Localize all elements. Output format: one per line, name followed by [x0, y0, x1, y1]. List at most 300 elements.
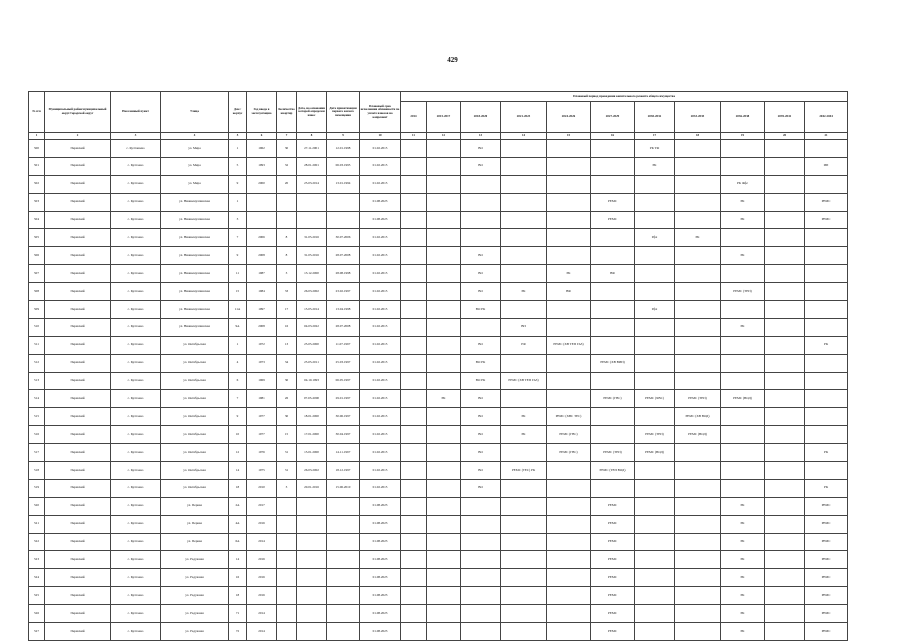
cell-period: [501, 247, 547, 265]
cell-period: [401, 587, 427, 605]
cell-period: [401, 283, 427, 301]
cell-house: 6А: [229, 533, 247, 551]
table-row: [29, 533, 848, 551]
cell-period: ВО: [461, 462, 501, 480]
cell-units: 34: [277, 354, 297, 372]
row-num: 518: [29, 462, 45, 480]
row-num: 512: [29, 354, 45, 372]
cell-period: [765, 569, 805, 587]
cell-priv: [327, 623, 360, 641]
cell-period: [765, 462, 805, 480]
cell-period: [805, 462, 848, 480]
cell-period: РЕМС: [805, 587, 848, 605]
cell-house: 9: [229, 247, 247, 265]
cell-period: ВО: [461, 265, 501, 283]
cell-built: 2016: [247, 515, 277, 533]
table-row: [29, 623, 848, 641]
cell-period: [765, 193, 805, 211]
row-num: 513: [29, 372, 45, 390]
cell-period: [547, 515, 591, 533]
cell-built: 2017: [247, 497, 277, 515]
cell-house: 71: [229, 605, 247, 623]
column-number: 18: [675, 133, 721, 140]
header-period: 2042-2044: [805, 102, 848, 133]
cell-priv: 06.05.1997: [327, 372, 360, 390]
cell-survey: 27.11.2001: [297, 140, 327, 158]
row-num: 514: [29, 390, 45, 408]
cell-deadline: 01.02.2015: [360, 408, 401, 426]
cell-period: [675, 462, 721, 480]
cell-period: [675, 193, 721, 211]
cell-period: [427, 318, 461, 336]
cell-period: ВО: [461, 479, 501, 497]
cell-period: [401, 354, 427, 372]
row-num: 509: [29, 301, 45, 319]
cell-period: [547, 479, 591, 497]
cell-period: [501, 444, 547, 462]
cell-units: 31: [277, 444, 297, 462]
cell-survey: [297, 515, 327, 533]
cell-units: 8: [277, 229, 297, 247]
cell-period: [675, 157, 721, 175]
table-row: [29, 336, 848, 354]
cell-period: ВО: [461, 140, 501, 158]
cell-period: [401, 193, 427, 211]
cell-deadline: 01.02.2015: [360, 462, 401, 480]
cell-period: [427, 175, 461, 193]
row-num: 505: [29, 229, 45, 247]
cell-locality: с. Култаево: [111, 569, 161, 587]
cell-units: [277, 193, 297, 211]
cell-period: [675, 372, 721, 390]
cell-period: РЕМС: [805, 497, 848, 515]
cell-house: 2А: [229, 497, 247, 515]
cell-period: РЕМС (ГВС): [591, 390, 635, 408]
cell-period: Рфх: [635, 229, 675, 247]
cell-period: [461, 497, 501, 515]
cell-survey: [297, 193, 327, 211]
cell-period: [547, 354, 591, 372]
cell-period: [427, 444, 461, 462]
cell-street: ул. Мира: [161, 140, 229, 158]
cell-house: 4А: [229, 515, 247, 533]
cell-period: РЕМС: [591, 605, 635, 623]
cell-survey: 17.01.2000: [297, 426, 327, 444]
cell-period: ВО: [461, 408, 501, 426]
header-priv: Дата приватизации первого жилого помещения: [327, 92, 360, 133]
cell-period: [547, 175, 591, 193]
cell-period: РЕМС: [805, 193, 848, 211]
cell-units: [277, 587, 297, 605]
cell-period: [401, 569, 427, 587]
cell-units: [277, 623, 297, 641]
cell-period: [805, 175, 848, 193]
cell-period: ВО: [461, 426, 501, 444]
cell-period: [591, 479, 635, 497]
cell-period: [427, 462, 461, 480]
cell-period: РЕМС (ХВ ТЕП ГАЗ): [501, 372, 547, 390]
cell-period: [461, 229, 501, 247]
header-period: 2021-2023: [501, 102, 547, 133]
cell-period: [501, 569, 547, 587]
cell-district: Пермский: [45, 318, 111, 336]
cell-period: [765, 551, 805, 569]
cell-period: [401, 301, 427, 319]
cell-locality: с. Култаево: [111, 265, 161, 283]
cell-period: [427, 283, 461, 301]
column-number: 7: [277, 133, 297, 140]
cell-priv: 30.06.1997: [327, 408, 360, 426]
row-num: 520: [29, 497, 45, 515]
cell-deadline: 01.08.2023: [360, 551, 401, 569]
table-row: [29, 479, 848, 497]
row-num: 510: [29, 318, 45, 336]
header-period: 2039-2041: [765, 102, 805, 133]
header-street: Улица: [161, 92, 229, 133]
cell-period: РК: [721, 318, 765, 336]
cell-period: [765, 283, 805, 301]
table-row: [29, 193, 848, 211]
cell-period: [805, 408, 848, 426]
cell-period: [635, 408, 675, 426]
cell-district: Пермский: [45, 605, 111, 623]
cell-units: 30: [277, 408, 297, 426]
cell-district: Пермский: [45, 587, 111, 605]
header-period: 2036-2038: [721, 102, 765, 133]
cell-built: 2014: [247, 623, 277, 641]
cell-period: [765, 605, 805, 623]
cell-period: [427, 157, 461, 175]
cell-period: [675, 283, 721, 301]
cell-survey: 15.01.2000: [297, 444, 327, 462]
cell-period: РЕМС (ХВ ВИП): [591, 354, 635, 372]
cell-period: ВО РК: [461, 372, 501, 390]
cell-period: РЕМС: [591, 533, 635, 551]
cell-district: Пермский: [45, 569, 111, 587]
row-num: 527: [29, 623, 45, 641]
cell-period: [547, 533, 591, 551]
cell-period: [427, 515, 461, 533]
cell-period: [547, 497, 591, 515]
header-units: Количество квартир: [277, 92, 297, 133]
cell-house: 11: [229, 265, 247, 283]
column-number: 15: [547, 133, 591, 140]
cell-built: 2016: [247, 551, 277, 569]
cell-house: 9: [229, 175, 247, 193]
cell-locality: с. Култаево: [111, 354, 161, 372]
row-num: 504: [29, 211, 45, 229]
cell-district: Пермский: [45, 229, 111, 247]
cell-district: Пермский: [45, 265, 111, 283]
cell-period: РЕМС: [591, 623, 635, 641]
cell-period: [591, 247, 635, 265]
cell-period: РК: [721, 497, 765, 515]
cell-street: ул. Октябрьская: [161, 336, 229, 354]
cell-period: [427, 336, 461, 354]
table-row: [29, 301, 848, 319]
cell-period: [765, 175, 805, 193]
capital-repair-table: [28, 91, 848, 641]
cell-period: [805, 301, 848, 319]
cell-period: [765, 265, 805, 283]
cell-period: [675, 605, 721, 623]
cell-period: [721, 426, 765, 444]
cell-period: [401, 426, 427, 444]
cell-period: [547, 211, 591, 229]
cell-survey: 20.01.2016: [297, 479, 327, 497]
cell-district: Пермский: [45, 301, 111, 319]
cell-locality: с. Култаево: [111, 587, 161, 605]
cell-period: [635, 569, 675, 587]
cell-district: Пермский: [45, 354, 111, 372]
row-num: 522: [29, 533, 45, 551]
cell-locality: с. Култаево: [111, 318, 161, 336]
cell-district: Пермский: [45, 426, 111, 444]
cell-period: [675, 318, 721, 336]
cell-period: [401, 515, 427, 533]
cell-district: Пермский: [45, 175, 111, 193]
cell-built: 2010: [247, 479, 277, 497]
cell-period: [401, 408, 427, 426]
column-number: 2: [45, 133, 111, 140]
cell-district: Пермский: [45, 408, 111, 426]
table-row: [29, 265, 848, 283]
cell-period: [401, 444, 427, 462]
cell-deadline: 01.02.2015: [360, 247, 401, 265]
cell-house: 1: [229, 336, 247, 354]
cell-period: [461, 551, 501, 569]
cell-period: ВО РК: [461, 301, 501, 319]
cell-priv: 25.03.1997: [327, 354, 360, 372]
cell-built: 1976: [247, 444, 277, 462]
cell-survey: [297, 569, 327, 587]
cell-period: [401, 140, 427, 158]
cell-period: РЕМС (ТЕП): [721, 283, 765, 301]
cell-district: Пермский: [45, 462, 111, 480]
header-locality: Населенный пункт: [111, 92, 161, 133]
cell-period: [765, 623, 805, 641]
cell-period: [591, 408, 635, 426]
cell-house: 18: [229, 587, 247, 605]
cell-survey: [297, 497, 327, 515]
cell-locality: с. Култаево: [111, 462, 161, 480]
cell-period: [547, 372, 591, 390]
cell-period: [765, 408, 805, 426]
cell-deadline: 01.08.2023: [360, 497, 401, 515]
cell-locality: с. Култаево: [111, 193, 161, 211]
cell-period: [461, 587, 501, 605]
cell-period: [635, 533, 675, 551]
cell-period: [461, 569, 501, 587]
cell-units: 32: [277, 157, 297, 175]
cell-locality: с. Култаево: [111, 157, 161, 175]
cell-period: [591, 140, 635, 158]
column-number: 12: [427, 133, 461, 140]
cell-period: [675, 444, 721, 462]
cell-period: [547, 390, 591, 408]
cell-period: [401, 247, 427, 265]
cell-period: [805, 390, 848, 408]
table-row: [29, 354, 848, 372]
cell-period: [501, 623, 547, 641]
cell-units: 33: [277, 283, 297, 301]
cell-period: [635, 193, 675, 211]
cell-district: Пермский: [45, 193, 111, 211]
cell-deadline: 01.02.2015: [360, 444, 401, 462]
cell-street: ул. Первая: [161, 515, 229, 533]
cell-survey: 18.01.2000: [297, 408, 327, 426]
cell-deadline: 01.08.2023: [360, 569, 401, 587]
header-house: Дом / корпус: [229, 92, 247, 133]
cell-period: [401, 462, 427, 480]
cell-built: 1962: [247, 140, 277, 158]
cell-locality: с. Култаево: [111, 605, 161, 623]
cell-street: ул. Мира: [161, 157, 229, 175]
cell-period: [635, 211, 675, 229]
cell-period: [591, 283, 635, 301]
cell-house: 10: [229, 426, 247, 444]
cell-period: РЕМС (ТЕП): [675, 390, 721, 408]
cell-district: Пермский: [45, 515, 111, 533]
cell-period: [501, 479, 547, 497]
row-num: 526: [29, 605, 45, 623]
cell-period: [765, 336, 805, 354]
cell-period: РЕМС (ГВС): [547, 426, 591, 444]
row-num: 507: [29, 265, 45, 283]
cell-street: ул. Нижнемуллинская: [161, 211, 229, 229]
cell-period: РЕМС: [591, 497, 635, 515]
cell-street: ул. Радужная: [161, 587, 229, 605]
row-num: 516: [29, 426, 45, 444]
cell-period: РЕМС: [805, 533, 848, 551]
cell-period: ВО: [461, 336, 501, 354]
cell-street: ул. Октябрьская: [161, 372, 229, 390]
column-number: 20: [765, 133, 805, 140]
cell-period: РК: [501, 283, 547, 301]
cell-period: [401, 211, 427, 229]
table-row: [29, 140, 848, 158]
column-number: 17: [635, 133, 675, 140]
cell-survey: 25.03.2014: [297, 175, 327, 193]
cell-units: 31: [277, 462, 297, 480]
cell-built: [247, 211, 277, 229]
cell-district: Пермский: [45, 479, 111, 497]
cell-period: РЕМС: [805, 515, 848, 533]
cell-deadline: 01.02.2015: [360, 318, 401, 336]
column-number: 19: [721, 133, 765, 140]
cell-locality: с. Култаево: [111, 229, 161, 247]
cell-built: 1987: [247, 265, 277, 283]
cell-locality: с. Култаево: [111, 426, 161, 444]
cell-period: [427, 533, 461, 551]
cell-deadline: 01.08.2023: [360, 211, 401, 229]
cell-house: 7: [229, 229, 247, 247]
row-num: 500: [29, 140, 45, 158]
table-row: [29, 605, 848, 623]
cell-period: [765, 140, 805, 158]
cell-house: 18: [229, 479, 247, 497]
table-row: [29, 515, 848, 533]
cell-house: 14: [229, 551, 247, 569]
cell-district: Пермский: [45, 372, 111, 390]
cell-period: [635, 283, 675, 301]
cell-survey: [297, 623, 327, 641]
cell-period: [721, 229, 765, 247]
cell-period: [721, 336, 765, 354]
cell-units: [277, 211, 297, 229]
cell-period: [501, 140, 547, 158]
cell-deadline: 01.02.2015: [360, 265, 401, 283]
table-row: [29, 462, 848, 480]
cell-period: [635, 623, 675, 641]
cell-street: ул. Нижнемуллинская: [161, 229, 229, 247]
cell-built: 2008: [247, 247, 277, 265]
table-row: [29, 444, 848, 462]
cell-period: [401, 229, 427, 247]
header-district: Муниципальный район/муниципальный округ/городской округ: [45, 92, 111, 133]
cell-period: [591, 336, 635, 354]
cell-deadline: 01.08.2023: [360, 623, 401, 641]
cell-period: [635, 462, 675, 480]
cell-street: ул. Нижнемуллинская: [161, 301, 229, 319]
column-number: 4: [161, 133, 229, 140]
cell-period: [547, 157, 591, 175]
cell-period: [547, 301, 591, 319]
row-num: 517: [29, 444, 45, 462]
cell-period: РК: [805, 336, 848, 354]
cell-period: [401, 390, 427, 408]
cell-period: [675, 551, 721, 569]
cell-period: [765, 301, 805, 319]
cell-period: [635, 587, 675, 605]
cell-period: [805, 318, 848, 336]
cell-priv: 15.06.2010: [327, 479, 360, 497]
cell-period: [635, 372, 675, 390]
cell-street: ул. Нижнемуллинская: [161, 283, 229, 301]
cell-units: [277, 515, 297, 533]
cell-locality: с. Култаево: [111, 301, 161, 319]
cell-deadline: 01.08.2023: [360, 587, 401, 605]
cell-priv: 30.04.1997: [327, 426, 360, 444]
cell-period: [427, 229, 461, 247]
cell-built: 1975: [247, 462, 277, 480]
table-row: [29, 551, 848, 569]
cell-period: [721, 140, 765, 158]
cell-priv: 28.07.2008: [327, 318, 360, 336]
cell-period: [591, 426, 635, 444]
cell-period: [501, 175, 547, 193]
cell-period: РК: [721, 605, 765, 623]
column-number: 1: [29, 133, 45, 140]
cell-period: [547, 569, 591, 587]
cell-deadline: 01.02.2015: [360, 390, 401, 408]
cell-period: [635, 497, 675, 515]
cell-period: [547, 140, 591, 158]
cell-period: [427, 551, 461, 569]
cell-period: [547, 551, 591, 569]
cell-period: [675, 497, 721, 515]
cell-units: [277, 605, 297, 623]
cell-built: 2000: [247, 175, 277, 193]
cell-period: [461, 211, 501, 229]
cell-units: 13: [277, 336, 297, 354]
cell-period: [461, 605, 501, 623]
cell-period: ВФ: [591, 265, 635, 283]
cell-period: [635, 175, 675, 193]
table-row: [29, 390, 848, 408]
cell-survey: [297, 211, 327, 229]
header-num: № п/п: [29, 92, 45, 133]
